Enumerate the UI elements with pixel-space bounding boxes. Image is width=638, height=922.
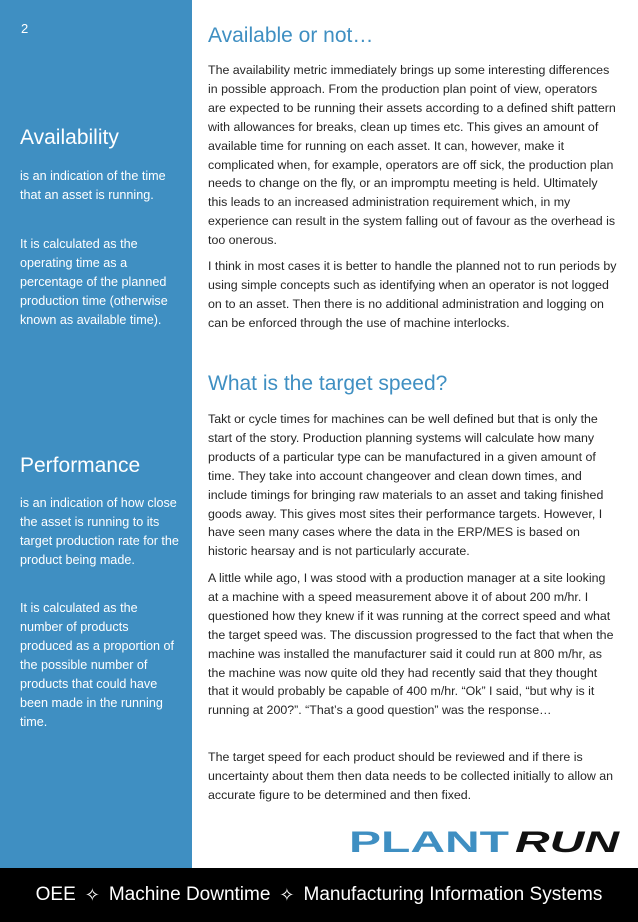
performance-heading: Performance bbox=[20, 454, 141, 477]
sidebar bbox=[0, 0, 192, 868]
four-point-star-icon: ✧ bbox=[279, 884, 295, 905]
performance-calculation: It is calculated as the number of products produced as a proportion of the possible number of products that could have been made in the running time. bbox=[20, 601, 175, 729]
availability-paragraph-1: The availability metric immediately brings up some interesting differences in possible approach. From the production plan point of view, operators are expected to be running their assets according to a defined shift pattern with allowances for breaks, clean up times etc. This gives an amount of available time for running on each asset. It can, however, make it complicated when, for example, operators are off sick, the production plan needs to change on the fly, or an impromptu meeting is held. Ultimately this leads to an increased administration requirement which, in my experience can result in the system falling out of favour as the overhead is too onerous. bbox=[208, 63, 616, 248]
target-speed-paragraph-3: The target speed for each product should be reviewed and if there is uncertainty about them then data needs to be collected initially to allow an accurate figure to be determined and then fixed. bbox=[208, 750, 614, 802]
page-number: 2 bbox=[21, 21, 29, 36]
section-heading-target-speed: What is the target speed? bbox=[208, 372, 448, 395]
logo-run-text: RUN bbox=[515, 826, 621, 856]
footer-item-oee: OEE bbox=[35, 884, 76, 905]
availability-paragraph-2: I think in most cases it is better to handle the planned not to run periods by using simple concepts such as identifying when an operator is not logged on to an asset. Then there is no additional administration and logging on can be enforced through the use of machine interlocks. bbox=[208, 259, 617, 330]
performance-definition: is an indication of how close the asset is running to its target production rate for the product being made. bbox=[20, 496, 179, 567]
availability-definition: is an indication of the time that an asset is running. bbox=[20, 169, 166, 202]
four-point-star-icon: ✧ bbox=[84, 884, 100, 905]
availability-heading: Availability bbox=[20, 126, 119, 149]
plantrun-logo bbox=[349, 826, 621, 856]
target-speed-paragraph-2: A little while ago, I was stood with a production manager at a site looking at a machine with a speed measurement above it of about 200 m/hr. I questioned how they knew if it was running at the correct speed and what the target speed was. The discussion progressed to the fact that when the machine was installed the manufacturer said it could run at 800 m/hr, as the machine was now quite old they had recently said that they thought that it would probably be capable of 400 m/hr. “Ok” I said, “but why is it running at 200?”. “That’s a good question” was the response… bbox=[208, 571, 614, 718]
footer-item-machine-downtime: Machine Downtime bbox=[108, 884, 271, 905]
target-speed-paragraph-1: Takt or cycle times for machines can be well defined but that is only the start of the story. Production planning systems will calculate how many products of a particular type can be manufactured in a given amount of time. They take into account changeover and clean down times, and include timings for bringing raw materials to an asset and taking finished goods away. This gives most sites their performance targets. However, I have seen many cases where the data in the ERP/MES is based on historic hearsay and is not particularly accurate. bbox=[208, 412, 604, 559]
section-heading-availability: Available or not… bbox=[208, 24, 374, 47]
availability-calculation: It is calculated as the operating time as a percentage of the planned production time (otherwise known as available time). bbox=[20, 237, 168, 327]
footer-item-manufacturing-information-systems: Manufacturing Information Systems bbox=[303, 884, 603, 905]
logo-plant-text: PLANT bbox=[349, 826, 509, 856]
footer-bar bbox=[0, 868, 638, 922]
